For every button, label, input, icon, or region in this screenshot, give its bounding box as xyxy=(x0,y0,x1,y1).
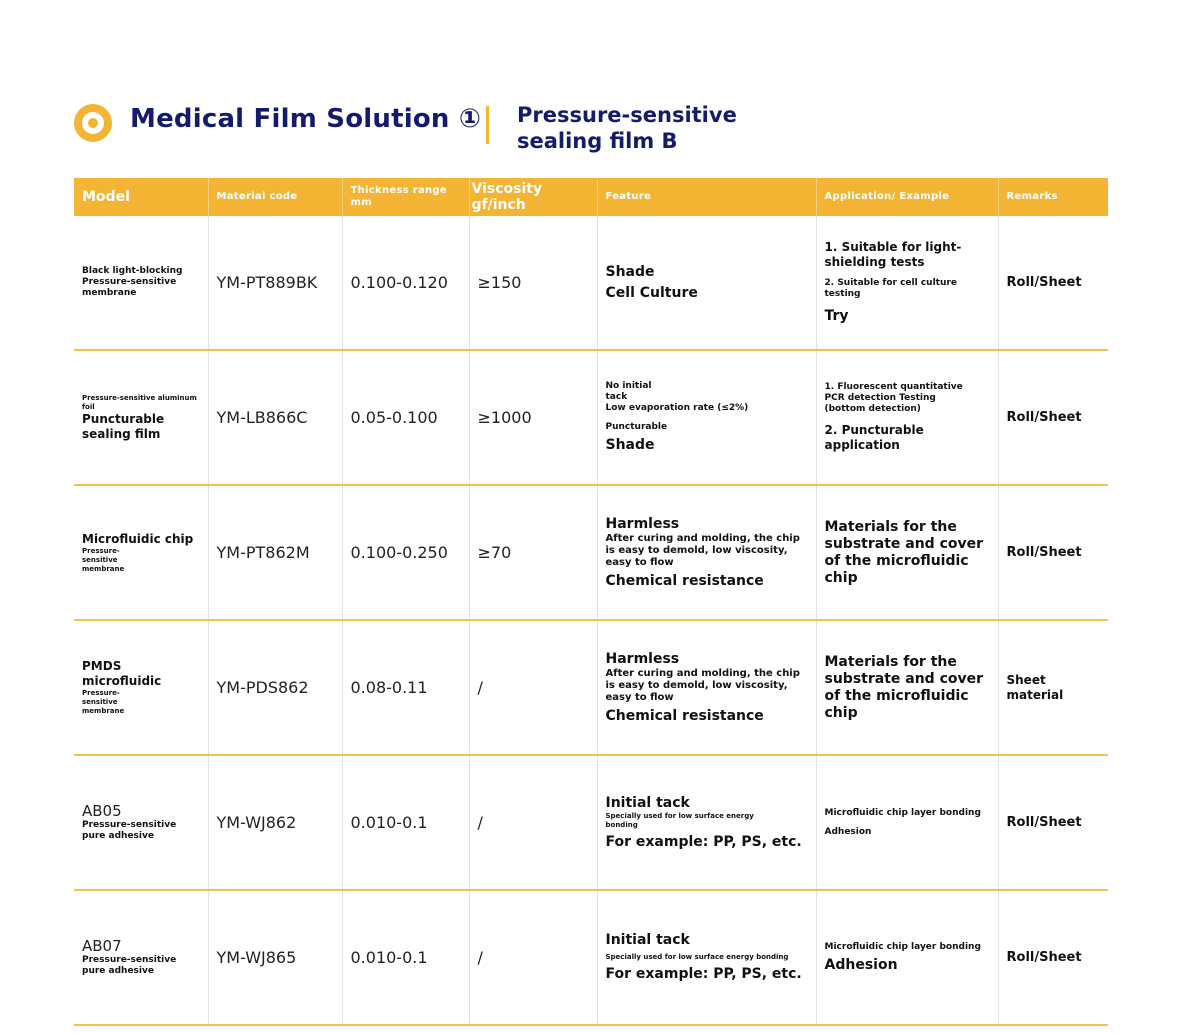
thickness-cell: 0.05-0.100 xyxy=(342,350,469,485)
column-header-model: Model xyxy=(74,178,208,216)
application-cell: 1. Fluorescent quantitative PCR detection Testing (bottom detection) 2. Puncturable application xyxy=(816,350,998,485)
thickness-cell: 0.010-0.1 xyxy=(342,890,469,1025)
brand-logo-icon xyxy=(74,104,112,142)
thickness-cell: 0.100-0.250 xyxy=(342,485,469,620)
model-cell: PMDS microfluidic Pressure-sensitive membrane xyxy=(74,620,208,755)
remarks-cell: Sheet material xyxy=(998,620,1108,755)
column-header-application: Application/ Example xyxy=(816,178,998,216)
application-cell: Microfluidic chip layer bonding Adhesion xyxy=(816,890,998,1025)
column-header-thickness: Thickness range mm xyxy=(342,178,469,216)
column-header-remarks: Remarks xyxy=(998,178,1108,216)
table-row xyxy=(74,216,1108,350)
viscosity-cell: / xyxy=(469,890,597,1025)
thickness-cell: 0.08-0.11 xyxy=(342,620,469,755)
model-cell: Pressure-sensitive aluminum foil Puncturable sealing film xyxy=(74,350,208,485)
material-code-cell: YM-PT889BK xyxy=(208,216,342,350)
feature-cell: Harmless After curing and molding, the chip is easy to demold, low viscosity, easy to flow Chemical resistance xyxy=(597,620,816,755)
product-table xyxy=(74,178,1108,1026)
feature-cell: Initial tack Specially used for low surface energy bonding For example: PP, PS, etc. xyxy=(597,890,816,1025)
application-cell: Materials for the substrate and cover of the microfluidic chip xyxy=(816,620,998,755)
page-title: Medical Film Solution ① xyxy=(130,104,482,134)
remarks-cell: Roll/Sheet xyxy=(998,216,1108,350)
title-divider xyxy=(486,106,489,144)
material-code-cell: YM-WJ865 xyxy=(208,890,342,1025)
remarks-cell: Roll/Sheet xyxy=(998,350,1108,485)
feature-cell: Initial tack Specially used for low surface energy bonding For example: PP, PS, etc. xyxy=(597,755,816,890)
viscosity-cell: ≥1000 xyxy=(469,350,597,485)
table-row xyxy=(74,890,1108,1025)
model-cell: Microfluidic chip Pressure-sensitive membrane xyxy=(74,485,208,620)
viscosity-cell: ≥70 xyxy=(469,485,597,620)
feature-cell: Harmless After curing and molding, the chip is easy to demold, low viscosity, easy to flow Chemical resistance xyxy=(597,485,816,620)
column-header-viscosity: Viscosity gf/inch xyxy=(469,178,597,216)
model-cell: AB05 Pressure-sensitive pure adhesive xyxy=(74,755,208,890)
application-cell: Microfluidic chip layer bonding Adhesion xyxy=(816,755,998,890)
remarks-cell: Roll/Sheet xyxy=(998,485,1108,620)
table-row xyxy=(74,485,1108,620)
remarks-cell: Roll/Sheet xyxy=(998,755,1108,890)
table-row xyxy=(74,755,1108,890)
table-header-row xyxy=(74,178,1108,216)
material-code-cell: YM-LB866C xyxy=(208,350,342,485)
viscosity-cell: / xyxy=(469,620,597,755)
thickness-cell: 0.010-0.1 xyxy=(342,755,469,890)
column-header-feature: Feature xyxy=(597,178,816,216)
remarks-cell: Roll/Sheet xyxy=(998,890,1108,1025)
viscosity-cell: / xyxy=(469,755,597,890)
page-subtitle: Pressure-sensitive sealing film B xyxy=(517,103,737,153)
model-cell: Black light-blocking Pressure-sensitive membrane xyxy=(74,216,208,350)
material-code-cell: YM-WJ862 xyxy=(208,755,342,890)
feature-cell: Shade Cell Culture xyxy=(597,216,816,350)
application-cell: Materials for the substrate and cover of the microfluidic chip xyxy=(816,485,998,620)
column-header-material-code: Material code xyxy=(208,178,342,216)
material-code-cell: YM-PT862M xyxy=(208,485,342,620)
thickness-cell: 0.100-0.120 xyxy=(342,216,469,350)
material-code-cell: YM-PDS862 xyxy=(208,620,342,755)
model-cell: AB07 Pressure-sensitive pure adhesive xyxy=(74,890,208,1025)
viscosity-cell: ≥150 xyxy=(469,216,597,350)
application-cell: 1. Suitable for light-shielding tests 2. Suitable for cell culture testing Try xyxy=(816,216,998,350)
table-row xyxy=(74,620,1108,755)
feature-cell: No initial tack Low evaporation rate (≤2%) Puncturable Shade xyxy=(597,350,816,485)
table-row xyxy=(74,350,1108,485)
